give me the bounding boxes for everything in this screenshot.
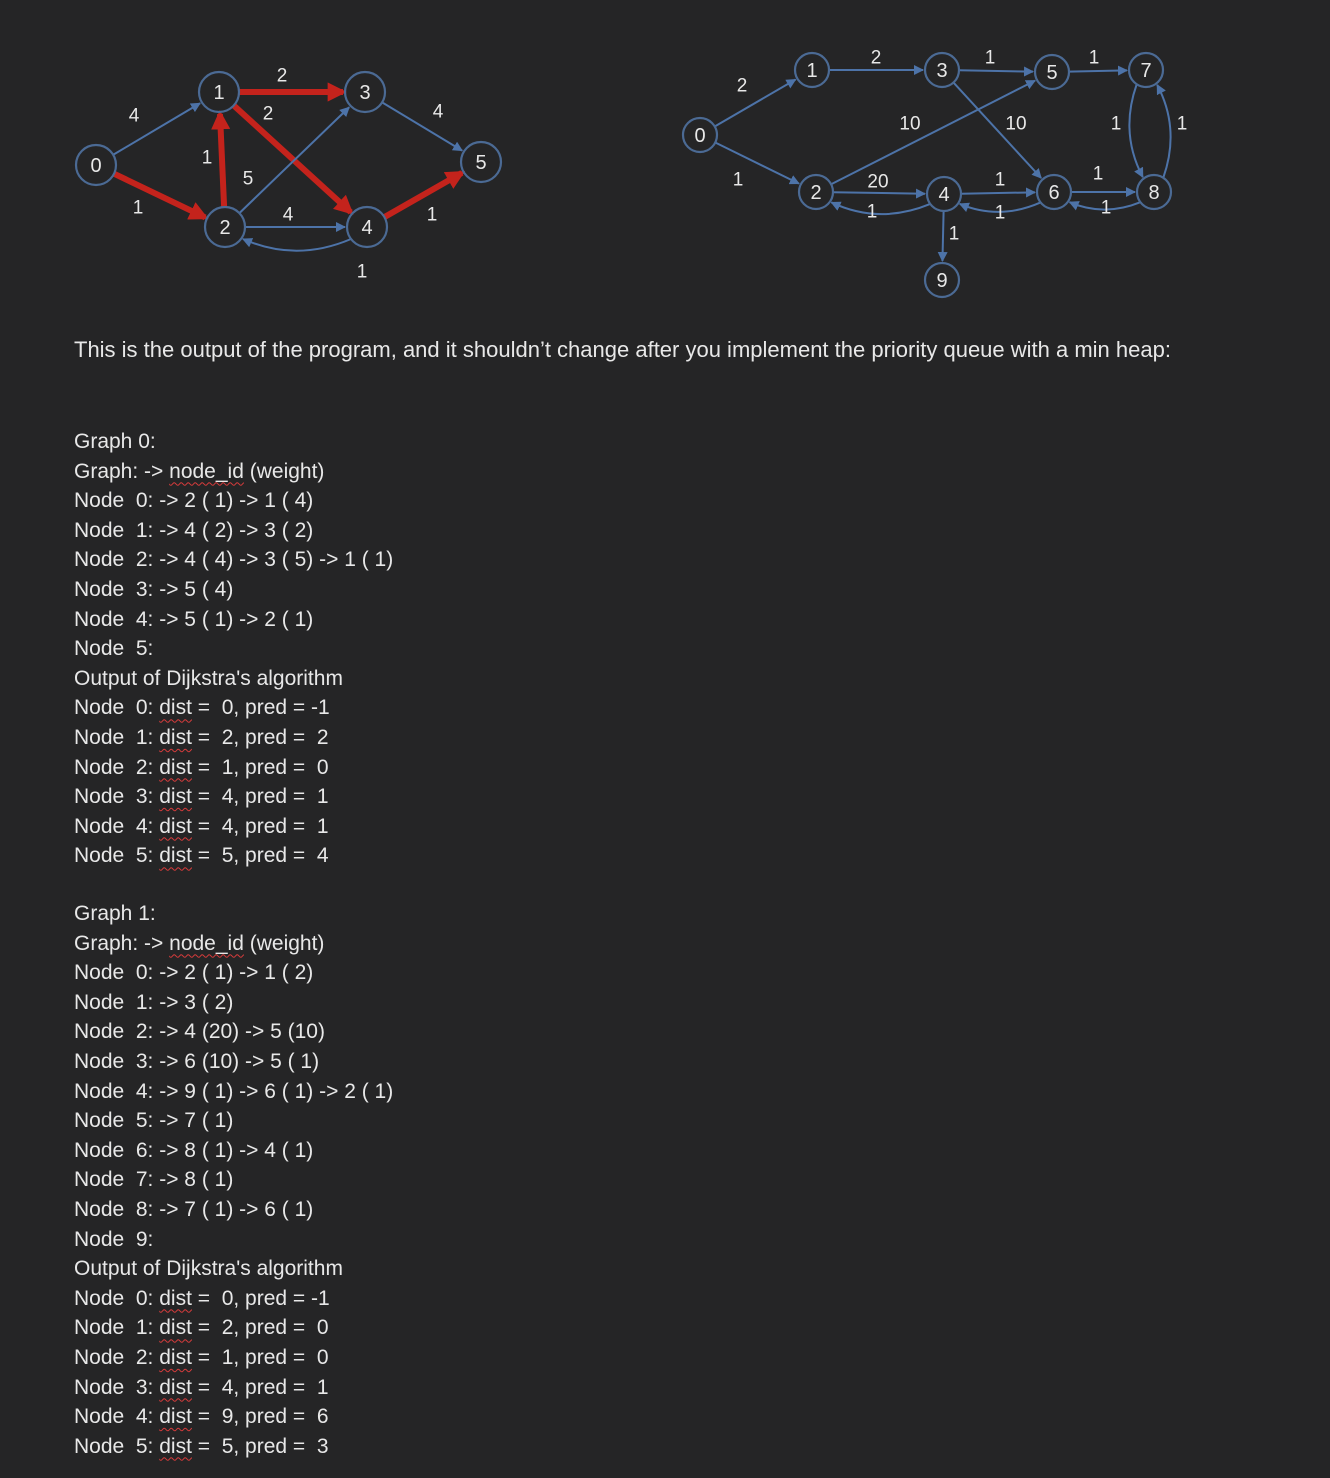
graph1_output-line: Node 0: -> 2 ( 1) -> 1 ( 2)	[74, 961, 314, 985]
graph-1-edge-5-7	[1069, 70, 1127, 71]
graph1_output-line: Node 8: -> 7 ( 1) -> 6 ( 1)	[74, 1197, 314, 1221]
graph1_output-line: Node 7: -> 8 ( 1)	[74, 1168, 234, 1192]
spellcheck-underlined-word: dist	[159, 844, 192, 868]
graph1_output-line: Node 6: -> 8 ( 1) -> 4 ( 1)	[74, 1138, 314, 1162]
spellcheck-underlined-word: dist	[159, 1375, 192, 1399]
graph-0-edge-weight-1-3: 2	[276, 65, 288, 87]
graph-1-edge-4-6	[961, 192, 1035, 193]
graph-1-node-9-label: 9	[936, 270, 948, 292]
graph-1-node-7-label: 7	[1140, 60, 1152, 82]
spellcheck-underlined-word: dist	[159, 1405, 192, 1429]
graph-1-node-2-label: 2	[810, 182, 822, 204]
graph-1-edge-3-5	[959, 70, 1033, 71]
graph1_output-line: Node 5: -> 7 ( 1)	[74, 1109, 234, 1133]
graph-1-edge-weight-3-5: 1	[984, 47, 996, 69]
graph-1-edge-7-8	[1129, 84, 1142, 177]
spellcheck-underlined-word: node_id	[169, 931, 244, 955]
graph-1-node-6-label: 6	[1048, 182, 1060, 204]
graph-1-edge-weight-6-4: 1	[994, 202, 1006, 224]
graph-0-node-0-label: 0	[90, 155, 102, 177]
graph-0-edge-weight-3-5: 4	[432, 101, 444, 123]
graph-1-edge-weight-0-1: 2	[736, 75, 748, 97]
graph0_output-line: Node 4: dist = 4, pred = 1	[74, 814, 329, 838]
graph-1-node-7	[1129, 53, 1163, 87]
graph-0-node-4-label: 4	[361, 217, 373, 239]
graph0_output-line: Node 5:	[74, 637, 154, 661]
graph-0-edge-weight-4-2: 1	[356, 261, 368, 283]
graph1_output-line: Node 4: -> 9 ( 1) -> 6 ( 1) -> 2 ( 1)	[74, 1079, 394, 1103]
graph0_output-line: Node 0: -> 2 ( 1) -> 1 ( 4)	[74, 489, 314, 513]
graph-1-node-3	[925, 53, 959, 87]
graph-0-node-3-label: 3	[359, 82, 371, 104]
graph0_output-line: Node 0: dist = 0, pred = -1	[74, 696, 330, 720]
graph-1-edge-weight-3-6: 10	[1005, 113, 1027, 135]
graph-1-node-9	[925, 263, 959, 297]
graph-1-node-1	[795, 53, 829, 87]
graph-1-edge-weight-4-9: 1	[948, 223, 960, 245]
graph-0-edge-weight-0-2: 1	[132, 197, 144, 219]
graph0_output-line: Node 2: dist = 1, pred = 0	[74, 755, 329, 779]
graph-0-edge-weight-2-4: 4	[282, 204, 294, 226]
graph1_output-line: Output of Dijkstra's algorithm	[74, 1257, 343, 1281]
graph-0-edge-weight-2-1: 1	[201, 147, 213, 169]
graph1_output-line: Node 4: dist = 9, pred = 6	[74, 1405, 329, 1429]
graph-1-node-4-label: 4	[938, 184, 950, 206]
graph-0-output	[74, 427, 393, 871]
graph-0-edge-weight-0-1: 4	[128, 105, 140, 127]
graph1_output-line: Node 2: -> 4 (20) -> 5 (10)	[74, 1020, 325, 1044]
graph1_output-line: Node 1: -> 3 ( 2)	[74, 990, 234, 1014]
spellcheck-underlined-word: dist	[159, 814, 192, 838]
graph-1-node-5-label: 5	[1046, 62, 1058, 84]
graph-1-node-2	[799, 175, 833, 209]
graph0_output-line: Graph: -> node_id (weight)	[74, 459, 325, 483]
graph0_output-line: Node 1: -> 4 ( 2) -> 3 ( 2)	[74, 518, 314, 542]
graph0_output-line: Node 3: dist = 4, pred = 1	[74, 785, 329, 809]
spellcheck-underlined-word: dist	[159, 1434, 192, 1458]
graph-1-node-4	[927, 177, 961, 211]
spellcheck-underlined-word: dist	[159, 785, 192, 809]
graph1_output-line: Node 5: dist = 5, pred = 3	[74, 1434, 329, 1458]
graph-0-edge-weight-1-4: 2	[262, 103, 274, 125]
graph-1-node-3-label: 3	[936, 60, 948, 82]
graph-1-edge-weight-8-7: 1	[1176, 113, 1188, 135]
graph-1-node-0	[683, 118, 717, 152]
spellcheck-underlined-word: dist	[159, 696, 192, 720]
graph-1-edge-4-9	[942, 211, 943, 261]
graph0_output-line: Node 3: -> 5 ( 4)	[74, 577, 234, 601]
graph-1-diagram	[0, 0, 1330, 310]
graph1_output-line: Node 1: dist = 2, pred = 0	[74, 1316, 329, 1340]
graph-1-edge-0-2	[715, 142, 799, 183]
intro-text: This is the output of the program, and it shouldn’t change after you implement the priority queue with a min heap:	[74, 337, 1171, 362]
spellcheck-underlined-word: node_id	[169, 459, 244, 483]
graph-1-edge-weight-2-5: 10	[899, 113, 921, 135]
graph0_output-line: Node 4: -> 5 ( 1) -> 2 ( 1)	[74, 607, 314, 631]
graph1_output-line: Node 2: dist = 1, pred = 0	[74, 1345, 329, 1369]
graph-1-edge-8-7	[1157, 85, 1170, 178]
graph-1-edge-3-6	[953, 83, 1041, 178]
graph-0-edge-weight-4-5: 1	[426, 204, 438, 226]
graph-1-edge-weight-7-8: 1	[1110, 113, 1122, 135]
graph-0-node-2-label: 2	[219, 217, 231, 239]
graph-1-edge-weight-2-4: 20	[867, 171, 889, 193]
graph1_output-line: Node 3: dist = 4, pred = 1	[74, 1375, 329, 1399]
graph-1-edge-4-2	[831, 202, 930, 214]
graph-1-node-6	[1037, 175, 1071, 209]
spellcheck-underlined-word: dist	[159, 1286, 192, 1310]
graph0_output-line: Node 2: -> 4 ( 4) -> 3 ( 5) -> 1 ( 1)	[74, 548, 394, 572]
spellcheck-underlined-word: dist	[159, 1345, 192, 1369]
graph-1-edge-weight-6-8: 1	[1092, 163, 1104, 185]
graph1_output-line: Node 3: -> 6 (10) -> 5 ( 1)	[74, 1049, 320, 1073]
graph-1-edge-weight-8-6: 1	[1100, 197, 1112, 219]
graph1_output-line: Node 9:	[74, 1227, 154, 1251]
spellcheck-underlined-word: dist	[159, 725, 192, 749]
spellcheck-underlined-word: dist	[159, 755, 192, 779]
graph1_output-line: Node 0: dist = 0, pred = -1	[74, 1286, 330, 1310]
graph-1-edge-weight-5-7: 1	[1088, 47, 1100, 69]
graph-1-node-5	[1035, 55, 1069, 89]
graph1_output-line: Graph: -> node_id (weight)	[74, 931, 325, 955]
graph-1-edge-0-1	[715, 80, 796, 127]
graph-1-node-1-label: 1	[806, 60, 818, 82]
graph-1-edge-weight-4-2: 1	[866, 201, 878, 223]
graph-0-edge-weight-2-3: 5	[242, 168, 254, 190]
graph-1-edge-weight-1-3: 2	[870, 47, 882, 69]
graph0_output-line: Node 1: dist = 2, pred = 2	[74, 725, 329, 749]
graph-1-node-8-label: 8	[1148, 182, 1160, 204]
graph-1-edge-weight-0-2: 1	[732, 169, 744, 191]
graph-1-node-8	[1137, 175, 1171, 209]
graph1_output-line: Graph 1:	[74, 902, 156, 925]
graph0_output-line: Output of Dijkstra's algorithm	[74, 666, 343, 690]
graph-1-edge-weight-4-6: 1	[994, 169, 1006, 191]
graph-1-output	[74, 899, 393, 1461]
graph0_output-line: Node 5: dist = 5, pred = 4	[74, 844, 329, 868]
spellcheck-underlined-word: dist	[159, 1316, 192, 1340]
graph-0-node-5-label: 5	[475, 152, 487, 174]
graph-0-node-1-label: 1	[213, 82, 225, 104]
graph-1-node-0-label: 0	[694, 125, 706, 147]
graph0_output-line: Graph 0:	[74, 430, 156, 453]
